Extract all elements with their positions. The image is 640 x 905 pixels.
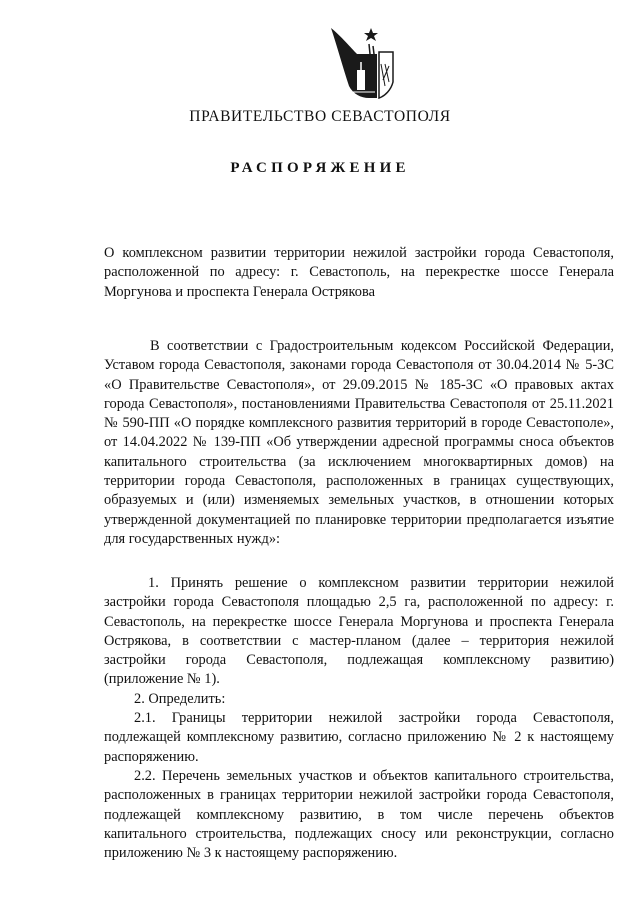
item-2-2: 2.2. Перечень земельных участков и объектов капитального строительства, расположенных в границах территории нежилой застройки города Севастополя, подлежащей комплексному развитию, в том числе перечень объектов капитального строительства, подлежащих сносу или реконструкции, согласно приложению № 3 к настоящему распоряжению. bbox=[104, 767, 614, 862]
government-name: ПРАВИТЕЛЬСТВО СЕВАСТОПОЛЯ bbox=[189, 108, 451, 125]
sevastopol-coat-of-arms-icon bbox=[327, 24, 395, 100]
preamble-paragraph: В соответствии с Градостроительным кодексом Российской Федерации, Уставом города Севастополя, законами города Севастополя от 30.04.2014 № 5-ЗС «О Правительстве Севастополя», от 29.09.2015 № 185-ЗС «О правовых актах города Севастополя», постановлениями Правительства Севастополя от 25.11.2021 № 590-ПП «О порядке комплексного развития территорий в городе Севастополе», от 14.04.2022 № 139-ПП «Об утверждении адресной программы сноса объектов капитального строительства (за исключением многоквартирных домов) на территории города Севастополя, расположенных в границах существующих, образуемых и (или) изменяемых земельных участков, в отношении которых утвержденной документацией по планировке территории предполагается изъятие для государственных нужд»: bbox=[104, 338, 614, 547]
document-subject: О комплексном развитии территории нежилой застройки города Севастополя, расположенной по адресу: г. Севастополь, на перекрестке шоссе Генерала Моргунова и проспекта Генерала Острякова bbox=[104, 245, 614, 300]
item-2: 2. Определить: bbox=[134, 690, 226, 707]
ordered-items bbox=[104, 574, 614, 863]
item-1: 1. Принять решение о комплексном развитии территории нежилой застройки города Севастополя площадью 2,5 га, расположенной по адресу: г. Севастополь, на перекрестке шоссе Генерала Моргунова и проспекта Генерала Острякова, в соответствии с мастер-планом (далее – территория нежилой застройки города Севастополя, подлежащая комплексному развитию) (приложение № 1). bbox=[104, 575, 614, 688]
document-type-title: РАСПОРЯЖЕНИЕ bbox=[230, 160, 410, 176]
item-2-1: 2.1. Границы территории нежилой застройки города Севастополя, подлежащей комплексному развитию, согласно приложению № 2 к настоящему распоряжению. bbox=[104, 710, 614, 765]
